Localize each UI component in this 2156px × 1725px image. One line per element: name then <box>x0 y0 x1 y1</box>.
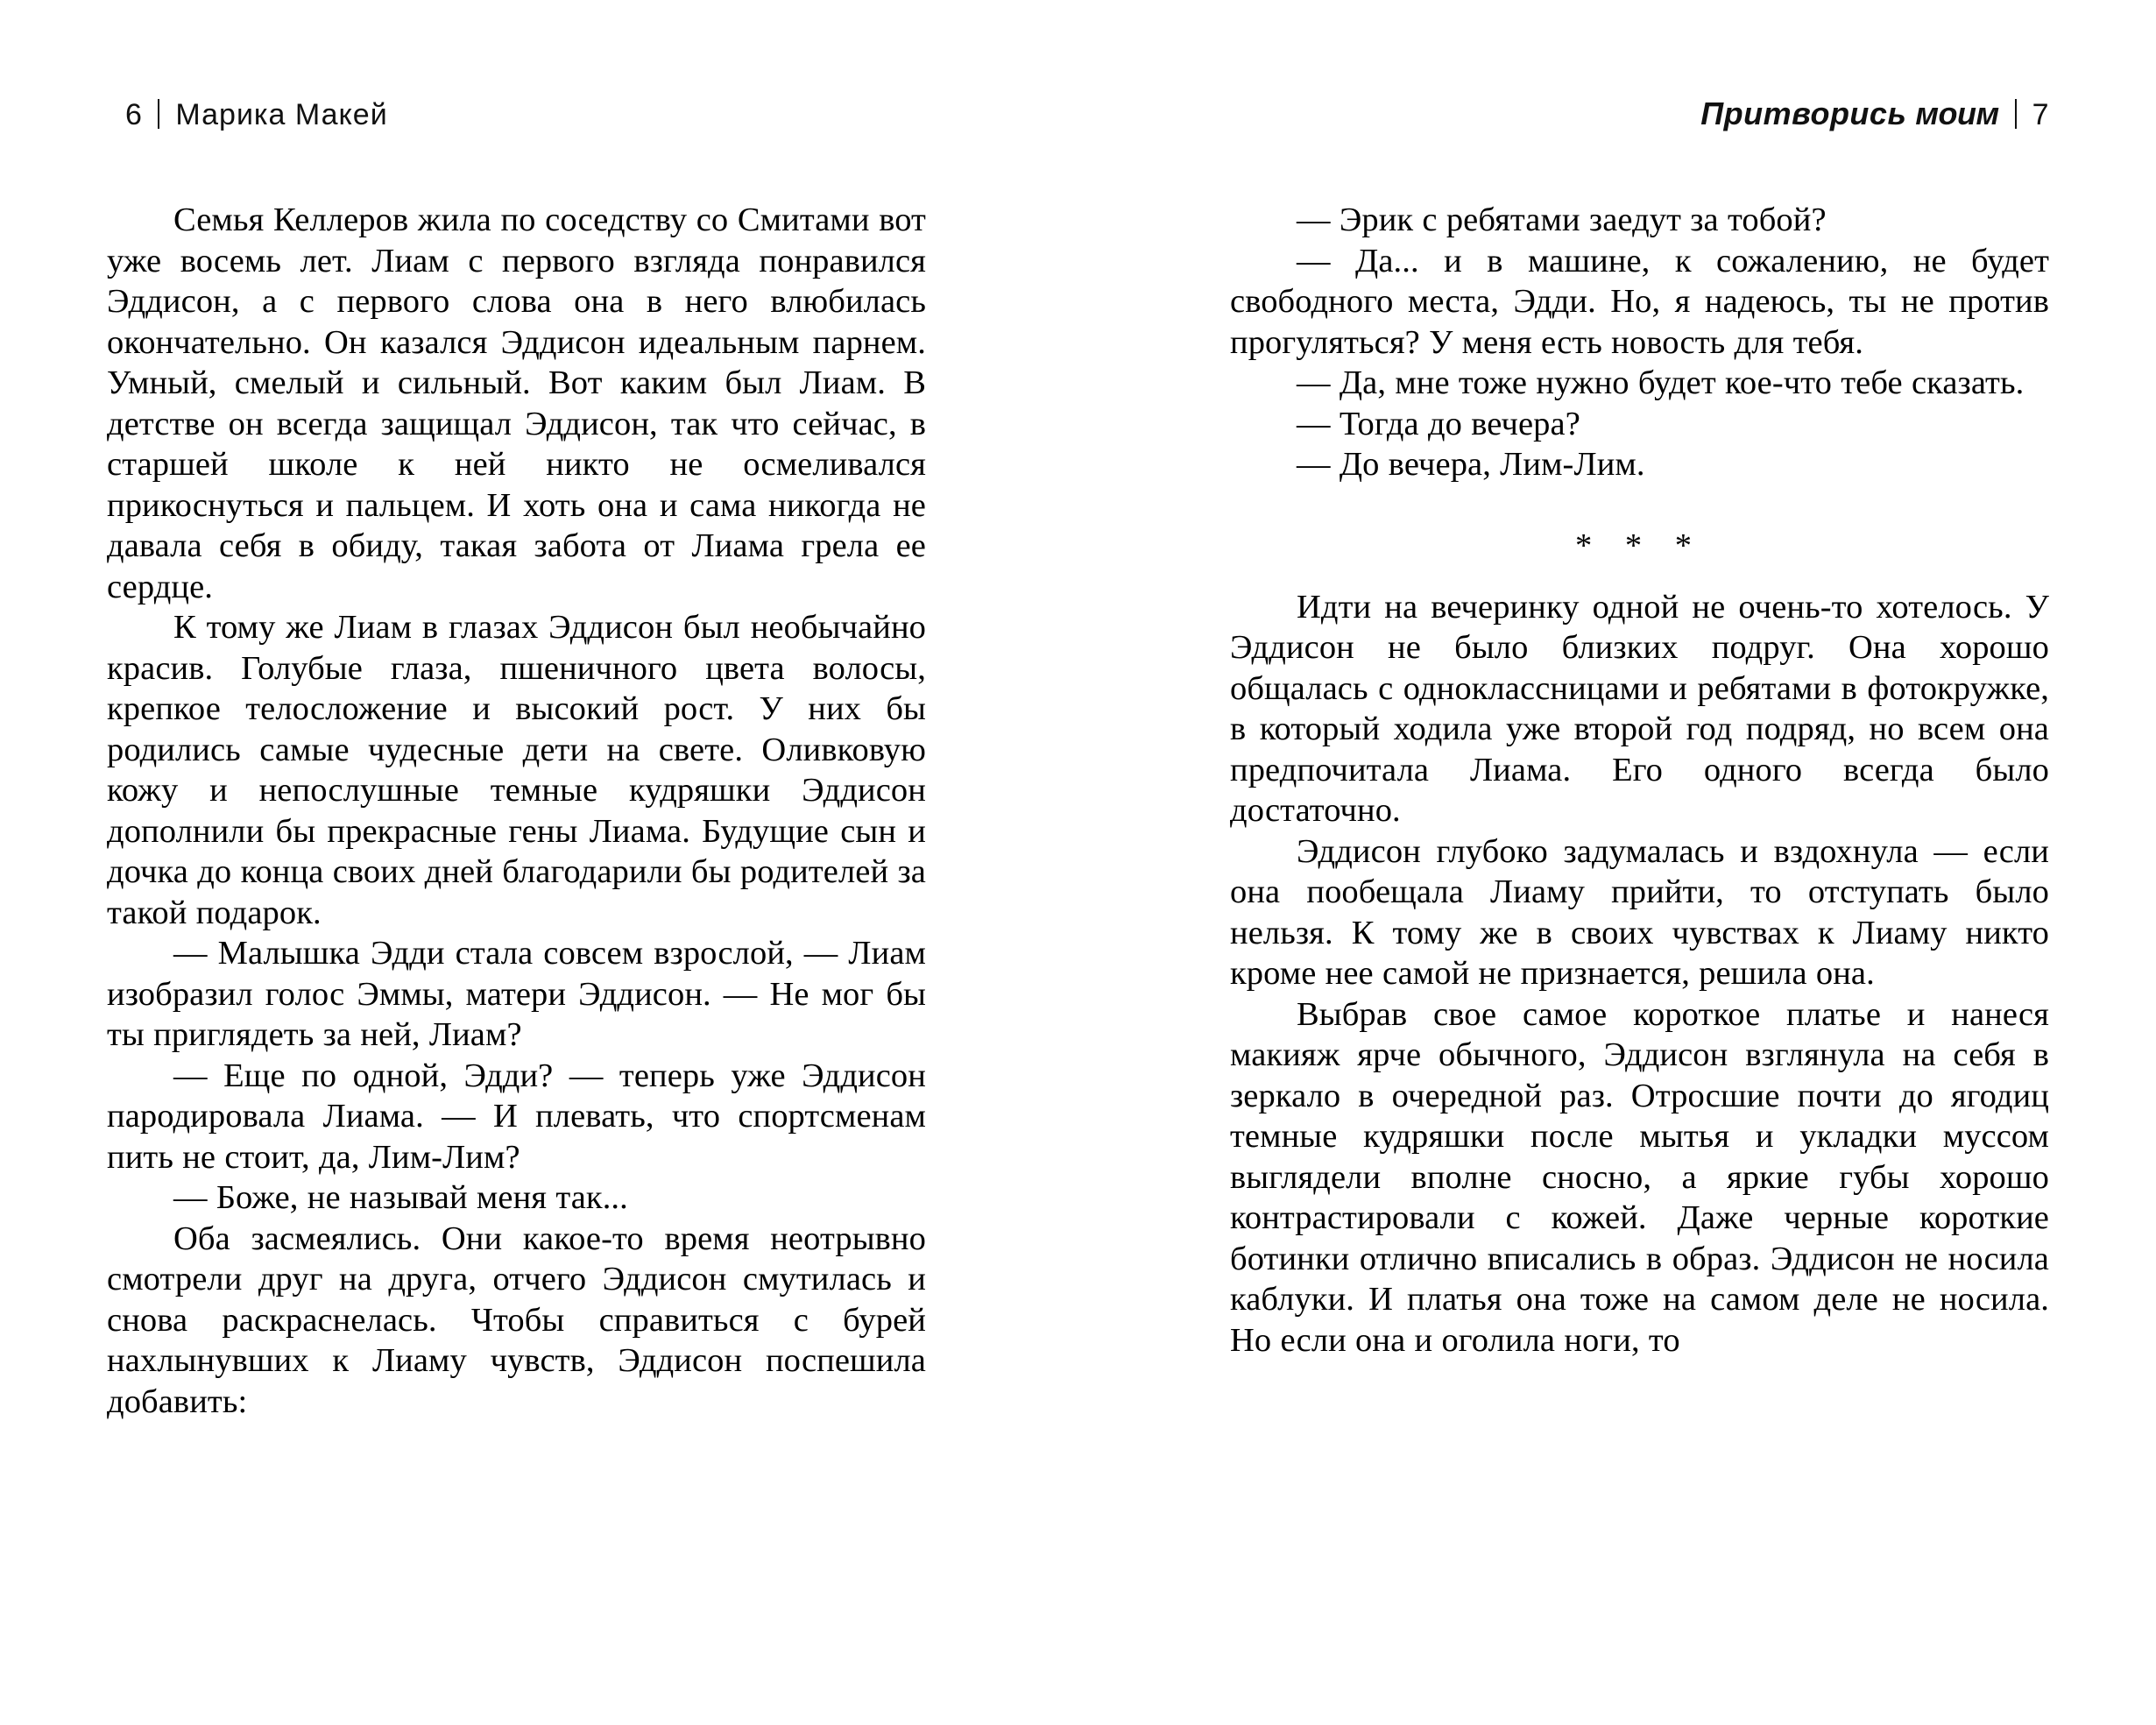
running-head-left <box>125 95 388 130</box>
author-name: Марика Макей <box>175 98 388 131</box>
dialogue-paragraph: — Боже, не называй меня так... <box>173 1179 628 1216</box>
paragraph: Идти на вечеринку одной не очень-то хотелось. У Эддисон не было близких подруг. Она хорошо общалась с одноклассницами и ребятами в фотокружке, в который ходила уже второй год подряд, но всем она предпочитала Лиама. Его одного всегда было достаточно. <box>1230 588 2049 829</box>
book-title: Притворись <box>1700 95 1907 131</box>
dialogue-paragraph: — Да, мне тоже нужно будет кое-что тебе сказать. <box>1297 364 2025 401</box>
dialogue-paragraph: — Малышка Эдди стала совсем взрослой, — Лиам изобразил голос Эммы, матери Эддисон. — Не мог бы ты приглядеть за ней, Лиам? <box>107 935 926 1053</box>
dialogue-paragraph: — Да... и в машине, к сожалению, не будет свободного места, Эдди. Но, я надеюсь, ты не против прогуляться? У меня есть новость для тебя. <box>1230 242 2049 361</box>
dialogue-paragraph: — Тогда до вечера? <box>1297 405 1580 442</box>
paragraph: Семья Келлеров жила по соседству со Смитами вот уже восемь лет. Лиам с первого взгляда понравился Эддисон, а с первого слова она в него влюбилась окончательно. Он казался Эддисон идеальным парнем. Умный, смелый и сильный. Вот каким был Лиам. В детстве он всегда защищал Эддисон, так что сейчас, в старшей школе к ней никто не осмеливался прикоснуться и пальцем. И хоть она и сама никогда не давала себя в обиду, такая забота от Лиама грела ее сердце. <box>107 201 926 605</box>
paragraph: К тому же Лиам в глазах Эддисон был необычайно красив. Голубые глаза, пшеничного цвета волосы, крепкое телосложение и высокий рост. У них бы родились самые чудесные дети на свете. Оливковую кожу и непослушные темные кудряшки Эддисон дополнили бы прекрасные гены Лиама. Будущие сын и дочка до конца своих дней благодарили бы родителей за такой подарок. <box>107 609 926 931</box>
scene-separator: * * * <box>1575 527 1704 564</box>
dialogue-paragraph: — Еще по одной, Эдди? — теперь уже Эддисон пародировала Лиама. — И плевать, что спортсменам пить не стоит, да, Лим-Лим? <box>107 1057 926 1176</box>
text-column-right <box>1230 200 2049 1422</box>
paragraph: Эддисон глубоко задумалась и вздохнула — если она пообещала Лиаму прийти, то отступать было нельзя. К тому же в своих чувствах к Лиаму никто кроме нее самой не признается, решила она. <box>1230 832 2049 992</box>
page-number-right: 7 <box>2032 98 2049 131</box>
running-head-right <box>1700 95 2049 130</box>
dialogue-paragraph: — До вечера, Лим-Лим. <box>1297 446 1645 483</box>
dialogue-paragraph: — Эрик с ребятами заедут за тобой? <box>1297 201 1827 238</box>
paragraph: Оба засмеялись. Они какое-то время неотрывно смотрели друг на друга, отчего Эддисон смутилась и снова раскраснелась. Чтобы справиться с бурей нахлынувших к Лиаму чувств, Эддисон поспешила добавить: <box>107 1220 926 1420</box>
page-number-left: 6 <box>125 98 143 131</box>
text-column-left <box>107 200 926 1422</box>
paragraph: Выбрав свое самое короткое платье и нанеся макияж ярче обычного, Эддисон взглянула на себя в зеркало в очередной раз. Отросшие почти до ягодиц темные кудряшки после мытья и укладки муссом выглядели вполне сносно, а яркие губы хорошо контрастировали с кожей. Даже черные короткие ботинки отлично вписались в образ. Эддисон не носила каблуки. И платья она тоже на самом деле не носила. Но если она и оголила ноги, то <box>1230 995 2049 1359</box>
scene-break-space-below <box>1230 567 2049 587</box>
page-body <box>0 200 2156 1422</box>
book-title-accent: моим <box>1915 95 1999 131</box>
scene-break-space-above <box>1230 485 2049 527</box>
running-head-rule-right <box>2015 99 2017 129</box>
running-head-rule-left <box>158 99 159 129</box>
